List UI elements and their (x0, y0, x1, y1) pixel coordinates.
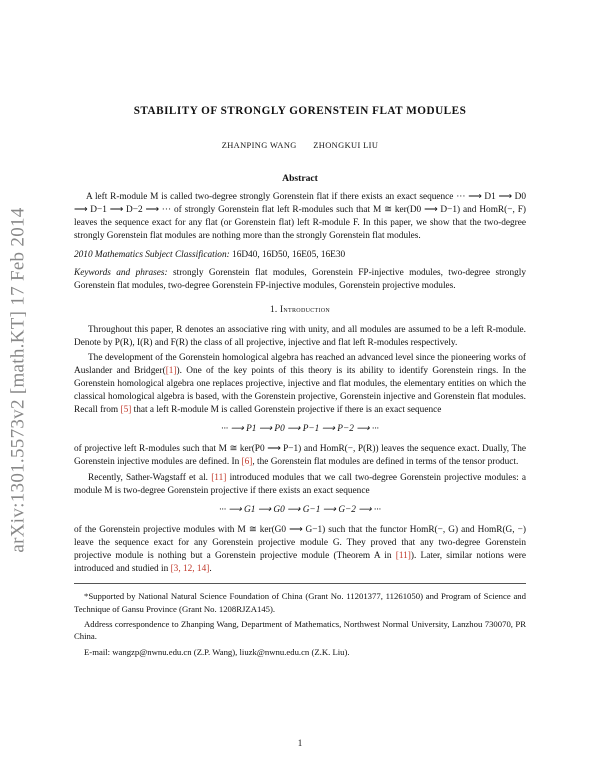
citation-1[interactable]: [1] (165, 366, 177, 377)
paragraph-2-text-c: that a left R-module M is called Gorenstein projective if there is an exact sequence (131, 404, 442, 415)
paragraph-5 (74, 524, 526, 575)
keywords-label: Keywords and phrases: (74, 268, 168, 279)
paragraph-5-text-a: of the Gorenstein projective modules with M ≅ ker(G0 ⟶ G−1) such that the functor HomR(−, G) and HomR(G, −) leave the sequence exact for any Gorenstein projective module G. They proved that any two-degree Gorenstein projective module is nothing but a Gorenstein projective module (Theorem A in (74, 525, 526, 561)
paragraph-2 (74, 352, 526, 416)
citation-11-second[interactable]: [11] (395, 550, 411, 561)
keywords-text: strongly Gorenstein flat modules, Gorenstein FP-injective modules, two-degree strongly Gorenstein flat modules, two-degree Gorenstein FP-injective modules, Gorenstein projective modules. (74, 268, 526, 292)
section-title: Introduction (280, 303, 331, 314)
paragraph-3-text-b: , the Gorenstein flat modules are defined in terms of the tensor product. (252, 456, 519, 467)
paragraph-4-text-b: introduced modules that we call two-degree Gorenstein projective modules: a module M is two-degree Gorenstein projective if there exists an exact sequence (74, 472, 526, 496)
footnotes (74, 590, 526, 657)
paragraph-2-text-a: The development of the Gorenstein homological algebra has reached an advanced level since the pioneering works of Auslander and Bridger( (74, 353, 526, 377)
footnote-address: Address correspondence to Zhanping Wang, Department of Mathematics, Northwest Normal University, Lanzhou 730070, PR China. (74, 618, 526, 642)
author-1: ZHANPING WANG (221, 140, 297, 150)
page-number: 1 (297, 738, 303, 748)
display-equation-1: ··· ⟶ P1 ⟶ P0 ⟶ P−1 ⟶ P−2 ⟶ ··· (221, 424, 379, 435)
arxiv-stamp: arXiv:1301.5573v2 [math.KT] 17 Feb 2014 (8, 207, 29, 553)
msc-label: 2010 Mathematics Subject Classification: (74, 249, 230, 260)
keywords-line (74, 267, 526, 293)
paragraph-3-text-a: of projective left R-modules such that M ≅ ker(P0 ⟶ P−1) and HomR(−, P(R)) leaves the sequence exact. Dually, The Gorenstein injective modules are defined. In (74, 444, 526, 467)
page-content (74, 105, 526, 661)
citation-6[interactable]: [6] (241, 456, 253, 467)
abstract-heading: Abstract (282, 172, 318, 184)
abstract-text: A left R-module M is called two-degree strongly Gorenstein flat if there exists an exact sequence ··· ⟶ D1 ⟶ D0 ⟶ D−1 ⟶ D−2 ⟶ ··· of strongly Gorenstein flat left R-modules such that M ≅ ker(D0 ⟶ D−1) and HomR(−, F) leaves the sequence exact for any flat (or Gorenstein flat) left R-module F. In this paper, we show that the two-degree strongly Gorenstein flat modules are nothing more than the strongly Gorenstein flat modules. (74, 192, 526, 241)
paragraph-5-text-b: ). Later, similar notions were introduced and studied in (74, 550, 526, 574)
footnote-email: E-mail: wangzp@nwnu.edu.cn (Z.P. Wang), liuzk@nwnu.edu.cn (Z.K. Liu). (84, 646, 350, 657)
paragraph-4-text-a: Recently, Sather-Wagstaff et al. (88, 472, 212, 483)
footnote-support: *Supported by National Natural Science Foundation of China (Grant No. 11201377, 11261050) and Program of Science and Technique of Gansu Province (Grant No. 1208RJZA145). (74, 591, 526, 614)
display-equation-2: ··· ⟶ G1 ⟶ G0 ⟶ G−1 ⟶ G−2 ⟶ ··· (219, 505, 381, 516)
section-number: 1. (269, 303, 281, 314)
footnote-rule (74, 583, 526, 584)
paper-title: STABILITY OF STRONGLY GORENSTEIN FLAT MODULES (133, 105, 467, 117)
citation-list[interactable]: [3, 12, 14] (170, 563, 210, 574)
paragraph-2-text-b: ). One of the key points of this theory is its ability to identify Gorenstein rings. In the Gorenstein homological algebra one replaces projective, injective and flat modules, the elementary entities on which the classical homological algebra is based, with the Gorenstein projective, Gorenstein injective and Gorenstein flat modules. Recall from (74, 366, 526, 415)
section-heading (74, 303, 526, 316)
paragraph-4 (74, 472, 526, 498)
author-list (74, 140, 526, 153)
citation-5[interactable]: [5] (120, 404, 132, 415)
paragraph-1: Throughout this paper, R denotes an associative ring with unity, and all modules are assumed to be a left R-module. Denote by P(R), I(R) and F(R) the class of all projective, injective and flat left R-modules respectively. (74, 324, 526, 348)
abstract (74, 173, 526, 293)
citation-11[interactable]: [11] (211, 472, 227, 483)
paragraph-3 (74, 443, 526, 469)
msc-line (74, 249, 526, 262)
paragraph-5-text-c: . (209, 563, 212, 574)
msc-codes: 16D40, 16D50, 16E05, 16E30 (229, 249, 346, 260)
arxiv-stamp-container (8, 180, 30, 580)
author-2: ZHONGKUI LIU (313, 140, 379, 150)
